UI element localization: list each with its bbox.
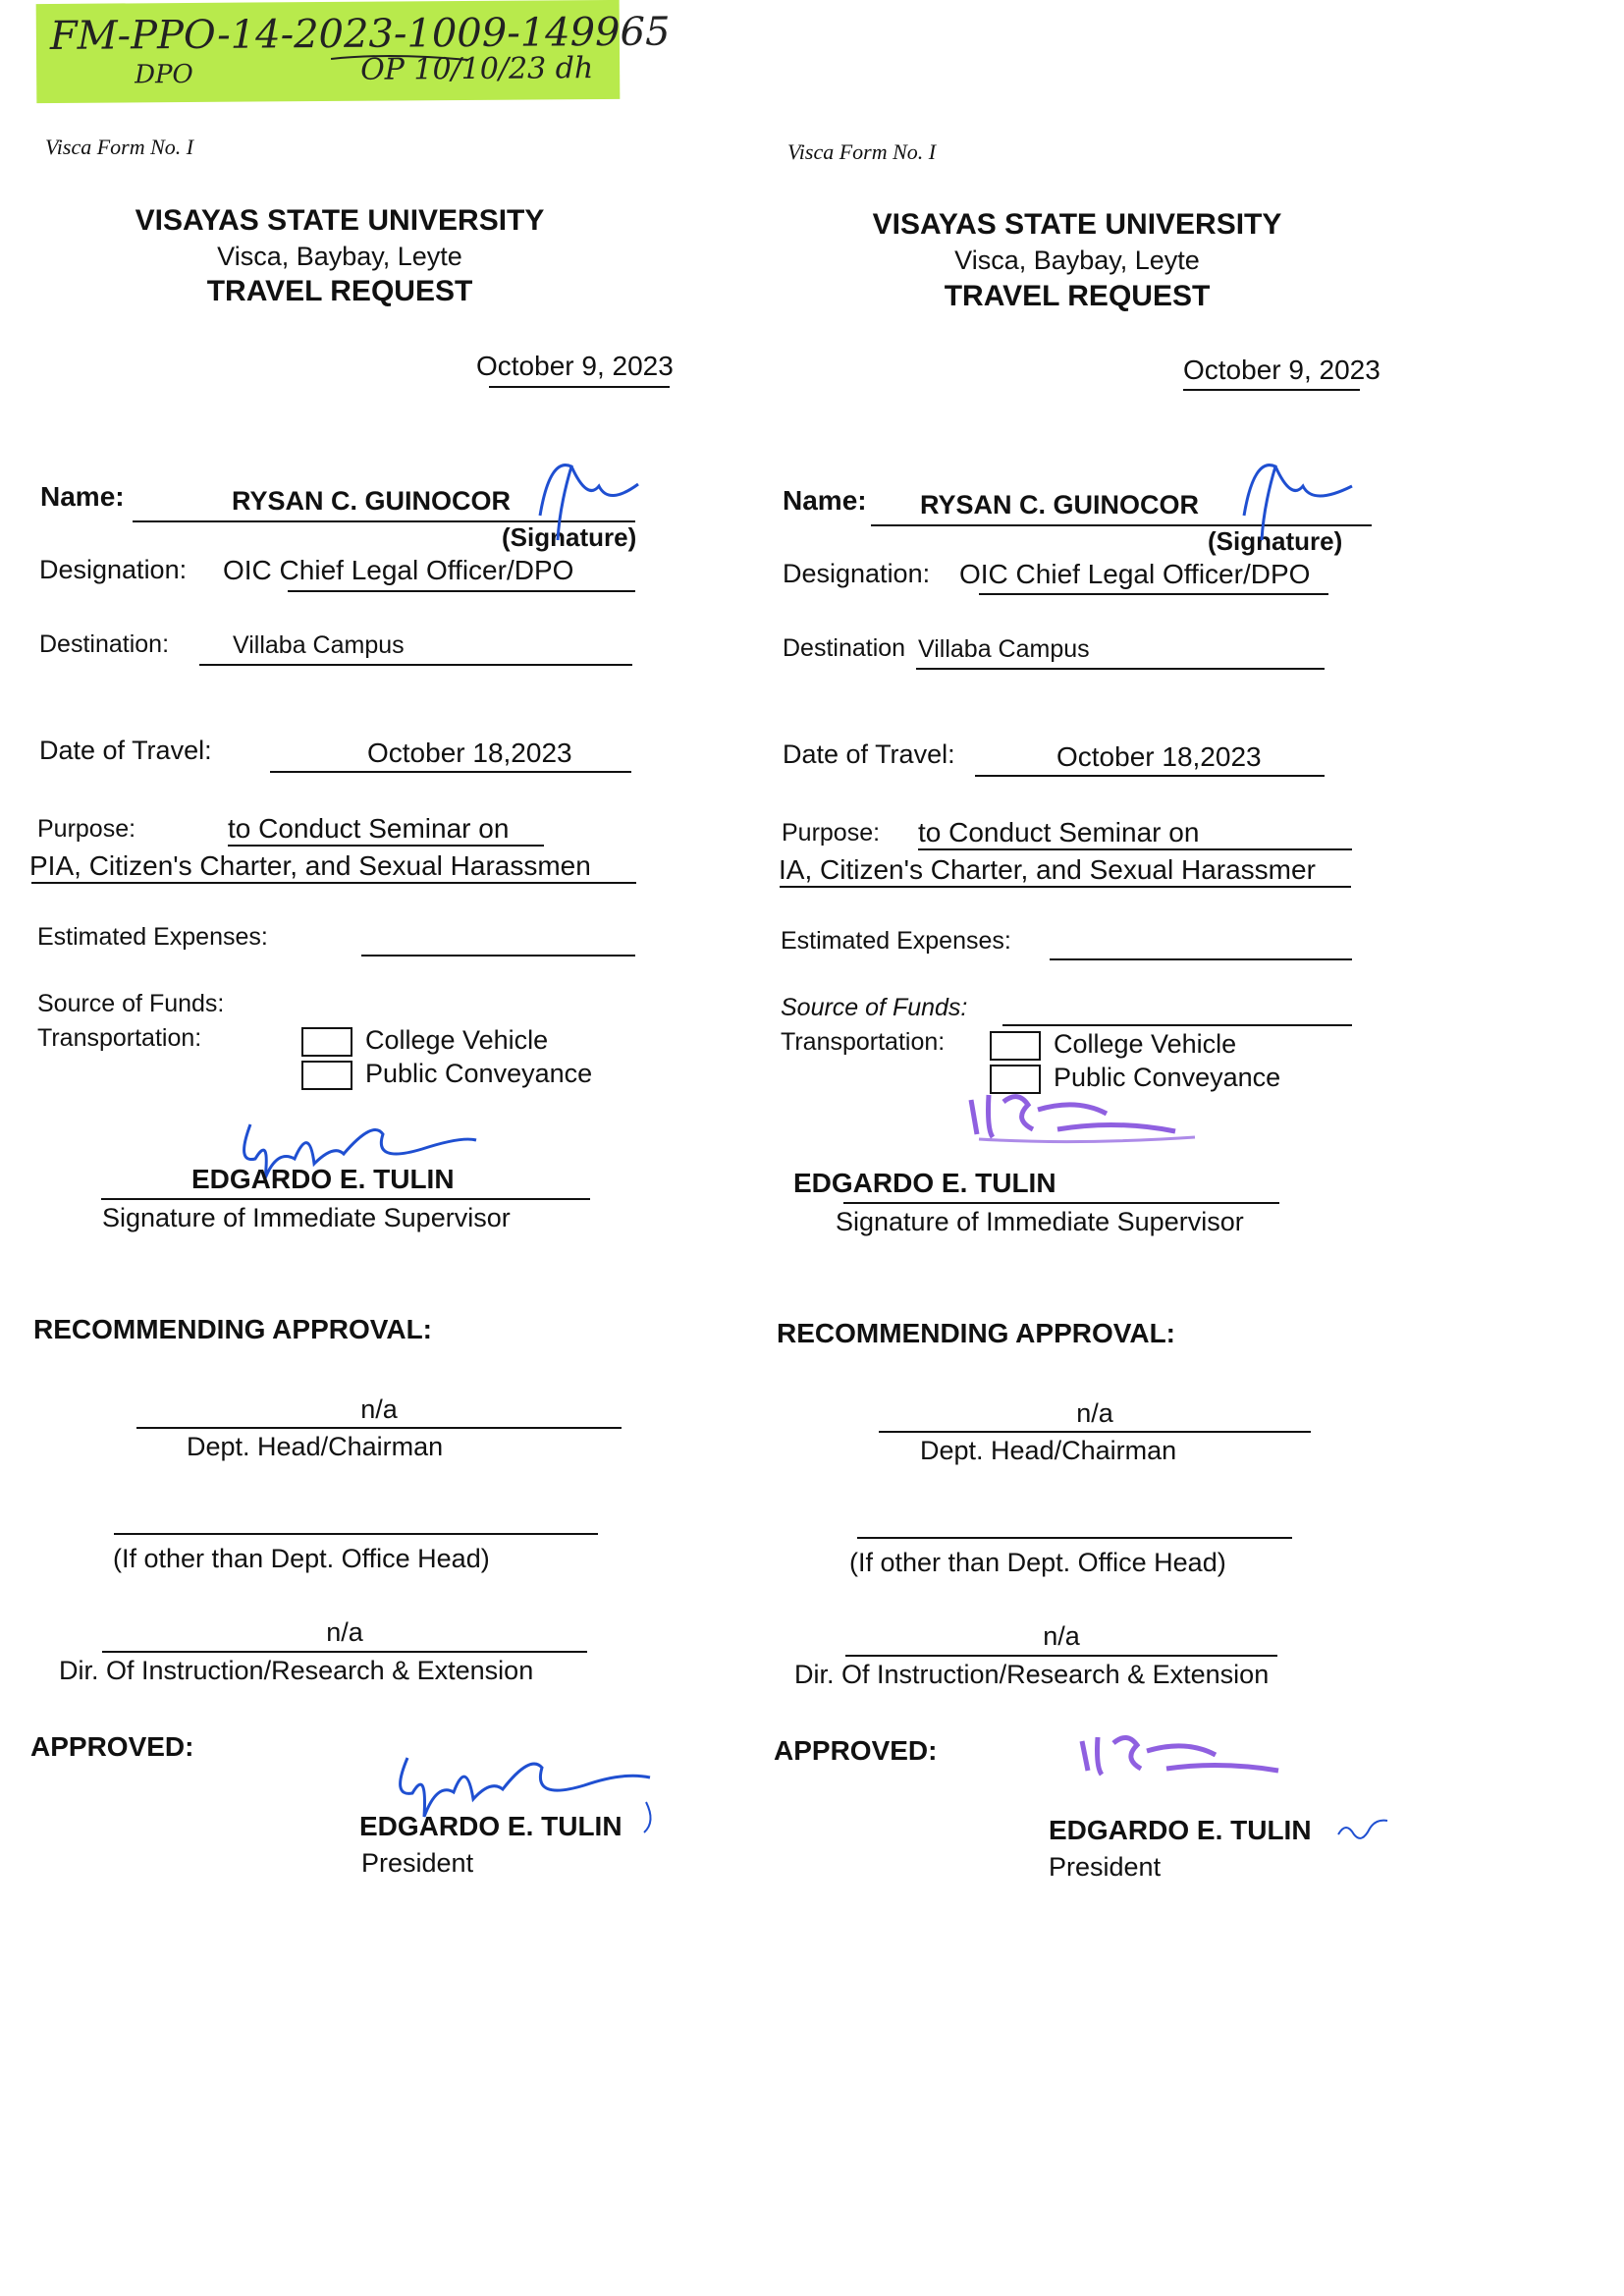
estimated-expenses-field <box>1050 958 1352 960</box>
supervisor-signature <box>226 1105 491 1213</box>
dept-head-line <box>136 1427 622 1429</box>
supervisor-underline <box>101 1198 590 1200</box>
college-vehicle-label: College Vehicle <box>1054 1029 1237 1059</box>
dept-head-value: n/a <box>1076 1398 1113 1428</box>
date-of-travel-value: October 18,2023 <box>1056 741 1262 772</box>
estimated-expenses-field <box>361 955 635 957</box>
destination-label: Destination <box>783 634 906 662</box>
sticky-note-line2-left: DPO <box>135 59 193 90</box>
director-line <box>845 1655 1277 1657</box>
other-head-caption: (If other than Dept. Office Head) <box>849 1548 1226 1577</box>
designation-label: Designation: <box>39 555 188 584</box>
destination-underline <box>916 668 1325 670</box>
dept-head-line <box>879 1431 1311 1433</box>
purpose-line2: IA, Citizen's Charter, and Sexual Harassmer <box>779 854 1316 885</box>
dept-head-value: n/a <box>360 1394 398 1424</box>
request-date: October 9, 2023 <box>1183 355 1380 385</box>
source-of-funds-field <box>1002 1024 1352 1026</box>
name-value: RYSAN C. GUINOCOR <box>232 486 512 516</box>
transportation-label: Transportation: <box>37 1024 202 1052</box>
purpose-line1: to Conduct Seminar on <box>228 813 510 844</box>
university-name: VISAYAS STATE UNIVERSITY <box>135 204 545 237</box>
president-name: EDGARDO E. TULIN <box>1049 1815 1312 1845</box>
approved-label: APPROVED: <box>774 1735 938 1766</box>
sticky-note-line2-right: OP 10/10/23 dh <box>360 51 594 87</box>
estimated-expenses-label: Estimated Expenses: <box>781 927 1011 955</box>
employee-signature <box>511 447 648 555</box>
destination-underline <box>199 664 632 666</box>
designation-label: Designation: <box>783 559 931 588</box>
purpose-line1-underline <box>918 848 1352 850</box>
college-vehicle-label: College Vehicle <box>365 1025 549 1055</box>
purpose-label: Purpose: <box>782 819 881 847</box>
estimated-expenses-label: Estimated Expenses: <box>37 923 268 951</box>
purpose-line2-underline <box>31 882 636 884</box>
president-initials <box>1332 1811 1391 1850</box>
designation-underline <box>979 593 1328 595</box>
date-of-travel-underline <box>270 771 631 773</box>
supervisor-name: EDGARDO E. TULIN <box>191 1164 455 1194</box>
public-conveyance-label: Public Conveyance <box>365 1059 593 1088</box>
public-conveyance-label: Public Conveyance <box>1054 1063 1281 1092</box>
designation-value: OIC Chief Legal Officer/DPO <box>959 559 1311 589</box>
signature-label: (Signature) <box>1208 526 1343 556</box>
dept-head-caption: Dept. Head/Chairman <box>920 1436 1177 1465</box>
name-label: Name: <box>40 481 125 512</box>
president-caption: President <box>1049 1852 1162 1882</box>
other-head-line <box>857 1537 1292 1539</box>
supervisor-stamp-signature <box>959 1080 1205 1159</box>
supervisor-underline <box>843 1202 1279 1204</box>
destination-label: Destination: <box>39 630 170 658</box>
form-number: Visca Form No. I <box>787 139 937 164</box>
supervisor-name: EDGARDO E. TULIN <box>793 1168 1056 1198</box>
university-name: VISAYAS STATE UNIVERSITY <box>872 208 1282 241</box>
recommending-approval-label: RECOMMENDING APPROVAL: <box>777 1318 1175 1348</box>
college-vehicle-checkbox[interactable] <box>990 1031 1041 1061</box>
destination-value: Villaba Campus <box>233 631 405 659</box>
purpose-label: Purpose: <box>37 815 136 843</box>
director-value: n/a <box>326 1617 363 1647</box>
president-caption: President <box>361 1848 474 1878</box>
college-vehicle-checkbox[interactable] <box>301 1027 352 1057</box>
date-of-travel-underline <box>975 775 1325 777</box>
director-caption: Dir. Of Instruction/Research & Extension <box>59 1656 534 1685</box>
university-location: Visca, Baybay, Leyte <box>217 242 462 271</box>
form-number: Visca Form No. I <box>45 135 194 159</box>
recommending-approval-label: RECOMMENDING APPROVAL: <box>33 1314 432 1344</box>
sticky-note-line1: FM-PPO-14-2023-1009-149965 <box>49 9 671 59</box>
purpose-line1-underline <box>228 845 544 847</box>
name-value: RYSAN C. GUINOCOR <box>920 490 1200 519</box>
president-name: EDGARDO E. TULIN <box>359 1811 623 1841</box>
source-of-funds-label: Source of Funds: <box>37 990 225 1017</box>
employee-signature <box>1215 447 1372 555</box>
signature-label: (Signature) <box>502 522 637 552</box>
director-value: n/a <box>1043 1621 1080 1651</box>
date-of-travel-label: Date of Travel: <box>39 736 212 765</box>
approved-label: APPROVED: <box>30 1731 194 1762</box>
supervisor-caption: Signature of Immediate Supervisor <box>836 1207 1244 1236</box>
purpose-line1: to Conduct Seminar on <box>918 817 1200 847</box>
request-date: October 9, 2023 <box>476 351 674 381</box>
date-underline <box>489 386 670 388</box>
purpose-line2: PIA, Citizen's Charter, and Sexual Harassmen <box>29 850 591 881</box>
destination-value: Villaba Campus <box>918 635 1090 663</box>
other-head-caption: (If other than Dept. Office Head) <box>113 1544 490 1573</box>
other-head-line <box>114 1533 598 1535</box>
university-location: Visca, Baybay, Leyte <box>954 246 1200 275</box>
form-title: TRAVEL REQUEST <box>206 275 473 307</box>
designation-underline <box>288 590 635 592</box>
president-stamp-signature <box>1072 1723 1298 1802</box>
name-label: Name: <box>783 485 867 516</box>
travel-request-form-right <box>774 0 1624 2296</box>
date-of-travel-label: Date of Travel: <box>783 739 955 769</box>
public-conveyance-checkbox[interactable] <box>301 1061 352 1090</box>
director-line <box>102 1651 587 1653</box>
director-caption: Dir. Of Instruction/Research & Extension <box>794 1660 1270 1689</box>
source-of-funds-label: Source of Funds: <box>781 994 968 1021</box>
supervisor-caption: Signature of Immediate Supervisor <box>102 1203 511 1232</box>
transportation-label: Transportation: <box>781 1028 946 1056</box>
date-underline <box>1183 389 1360 391</box>
designation-value: OIC Chief Legal Officer/DPO <box>223 555 574 585</box>
purpose-line2-underline <box>780 886 1351 888</box>
form-title: TRAVEL REQUEST <box>944 280 1211 312</box>
dept-head-caption: Dept. Head/Chairman <box>187 1432 444 1461</box>
date-of-travel-value: October 18,2023 <box>367 738 572 768</box>
